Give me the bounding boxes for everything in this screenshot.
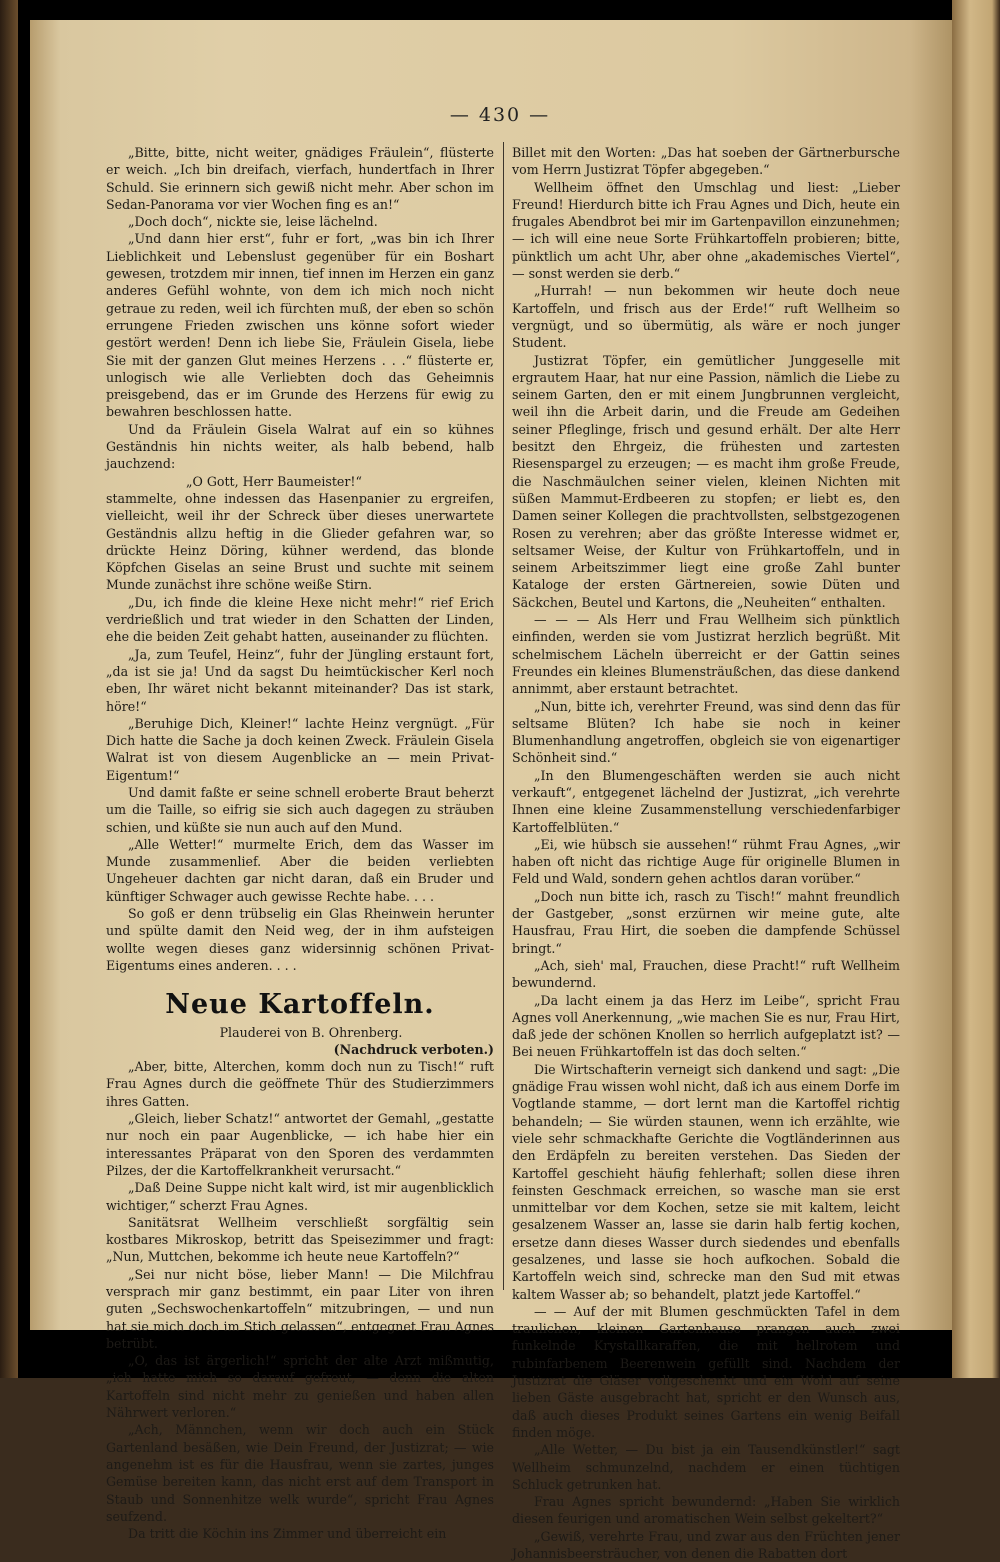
paragraph: „Sei nur nicht böse, lieber Mann! — Die Milchfrau versprach mir ganz bestimmt, ein paar Liter von ihren guten „Sechswochenkartoffeln“ mitzubringen, — und nun hat sie mich doch im Stich gelassen“, entgegnet Frau Agnes betrübt. (106, 1266, 494, 1351)
paragraph: Sanitätsrat Wellheim verschließt sorgfältig sein kostbares Mikroskop, betritt das Speisezimmer und fragt: „Nun, Muttchen, bekomme ich heute neue Kartoffeln?“ (106, 1214, 494, 1265)
paragraph: Justizrat Töpfer, ein gemütlicher Junggeselle mit ergrautem Haar, hat nur eine Passion, nämlich die Liebe zu seinem Garten, den er mit einem Jungbrunnen vergleicht, weil ihn die Arbeit darin, und die Freude am Gedeihen seiner Pfleglinge, frisch und gesund erhält. Der alte Herr besitzt den Ehrgeiz, die frühesten und zartesten Riesenspargel zu erzeugen; — es macht ihm große Freude, die Naschmäulchen seiner vielen, kleinen Nichten mit süßen Mammut-Erdbeeren zu stopfen; er liebt es, den Damen seiner Kollegen die prachtvollsten, selbstgezogenen Rosen zu verehren; aber das größte Interesse widmet er, seltsamer Weise, der Kultur von Frühkartoffeln, und in seinem Arbeitszimmer liegt eine große Zahl bunter Kataloge der ersten Gärtnereien, sowie Düten und Säckchen, Beutel und Kartons, die „Neuheiten“ enthalten. (512, 352, 900, 610)
paragraph: „Daß Deine Suppe nicht kalt wird, ist mir augenblicklich wichtiger,“ scherzt Frau Agnes. (106, 1180, 494, 1213)
page-stack-edge (952, 0, 1000, 1378)
left-column (106, 144, 494, 1542)
paragraph: „In den Blumengeschäften werden sie auch nicht verkauft“, entgegenet lächelnd der Justizrat, „ich verehrte Ihnen eine kleine Zusammenstellung verschiedenfarbiger Kartoffelblüten.“ (512, 767, 900, 835)
paragraph: „Ach, sieh' mal, Frauchen, diese Pracht!“ ruft Wellheim bewundernd. (512, 957, 900, 991)
paragraph: „Alle Wetter!“ murmelte Erich, dem das Wasser im Munde zusammenlief. Aber die beiden verliebten Ungeheuer dachten gar nicht daran, daß ein Bruder und künftiger Schwager auch gewisse Rechte habe. . . . (106, 836, 494, 904)
article-byline: Plauderei von B. Ohrenberg. (219, 1024, 403, 1040)
paragraph: Wellheim öffnet den Umschlag und liest: „Lieber Freund! Hierdurch bitte ich Frau Agnes und Dich, heute ein frugales Abendbrot bei mir im Gartenpavillon einzunehmen; — ich will eine neue Sorte Frühkartoffeln probieren; bitte, pünktlich um acht Uhr, aber ohne „akademisches Viertel“, — sonst werden sie derb.“ (512, 179, 900, 282)
paragraph: „Hurrah! — nun bekommen wir heute doch neue Kartoffeln, und frisch aus der Erde!“ ruft Wellheim so vergnügt, und so übermütig, als wäre er noch junger Student. (512, 283, 900, 351)
column-divider (503, 142, 504, 1290)
paragraph: — — Auf der mit Blumen geschmückten Tafel in dem traulichen, kleinen Gartenhause prangen auch zwei funkelnde Krystallkaraffen, die mit hellrotem und rubinfarbenem Beerenwein gefüllt sind. Nachdem der Justizrat die Gläser vollgeschenkt und ein Wohl auf seine lieben Gäste ausgebracht hat, spricht er den Wunsch aus, daß auch dieses Produkt seines Gartens ein wenig Beifall finden möge. (512, 1303, 900, 1440)
paragraph: „Gleich, lieber Schatz!“ antwortet der Gemahl, „gestatte nur noch ein paar Augenblicke, — ich habe hier ein interessantes Präparat von den Sporen des verdammten Pilzes, der die Kartoffelkrankheit verursacht.“ (106, 1111, 494, 1178)
paragraph: „Bitte, bitte, nicht weiter, gnädiges Fräulein“, flüsterte er weich. „Ich bin dreifach, vierfach, hundertfach in Ihrer Schuld. Sie erinnern sich gewiß nicht mehr. Aber schon im Sedan-Panorama vor vier Wochen fing es an!“ (106, 145, 494, 212)
reprint-note: (Nachdruck verboten.) (333, 1041, 494, 1057)
paragraph: „Ei, wie hübsch sie aussehen!“ rühmt Frau Agnes, „wir haben oft nicht das richtige Auge für originelle Blumen in Feld und Wald, sondern gehen achtlos daran vorüber.“ (512, 836, 900, 887)
paragraph: „Aber, bitte, Alterchen, komm doch nun zu Tisch!“ ruft Frau Agnes durch die geöffnete Thür des Studierzimmers ihres Gatten. (106, 1059, 494, 1109)
paragraph: Frau Agnes spricht bewundernd: „Haben Sie wirklich diesen feurigen und aromatischen Wein selbst gekeltert?“ (512, 1494, 900, 1527)
page-number: — 430 — (449, 104, 551, 126)
paragraph: So goß er denn trübselig ein Glas Rheinwein herunter und spülte damit den Neid weg, der in ihm aufsteigen wollte wegen dieses ganz widersinnig schönen Privat-Eigentums eines anderen. . . . (106, 906, 494, 973)
paragraph: „Alle Wetter, — Du bist ja ein Tausendkünstler!“ sagt Wellheim schmunzelnd, nachdem er einen tüchtigen Schluck getrunken hat. (512, 1442, 900, 1492)
paragraph: Und da Fräulein Gisela Walrat auf ein so kühnes Geständnis hin nichts weiter, als halb bebend, halb jauchzend: (106, 421, 494, 472)
right-column (512, 144, 900, 1562)
paragraph: „Da lacht einem ja das Herz im Leibe“, spricht Frau Agnes voll Anerkennung, „wie machen Sie es nur, Frau Hirt, daß jede der schönen Knollen so herrlich aufgeplatzt ist? — Bei neuen Frühkartoffeln ist das doch selten.“ (512, 992, 900, 1060)
paragraph: „Und dann hier erst“, fuhr er fort, „was bin ich Ihrer Lieblichkeit und Lebenslust gegenüber für ein Boshart gewesen, trotzdem mir innen, tief innen im Herzen ein ganz anderes Gefühl wohnte, von dem ich mich noch nicht getraue zu reden, weil ich fürchten muß, der eben so schön errungene Frieden zwischen uns könne sofort wieder gestört werden! Denn ich liebe Sie, Fräulein Gisela, liebe Sie mit der ganzen Glut meines Herzens . . .“ flüsterte er, unlogisch wie alle Verliebten doch das Geheimnis preisgebend, das er im Grunde des Herzens für ewig zu bewahren beschlossen hatte. (106, 231, 494, 420)
paragraph: „Doch nun bitte ich, rasch zu Tisch!“ mahnt freundlich der Gastgeber, „sonst erzürnen wir meine gute, alte Hausfrau, Frau Hirt, die soeben die dampfende Schüssel bringt.“ (512, 888, 900, 956)
paragraph: „Du, ich finde die kleine Hexe nicht mehr!“ rief Erich verdrießlich und trat wieder in den Schatten der Linden, ehe die beiden Zeit gehabt hatten, auseinander zu flüchten. (106, 594, 494, 645)
paragraph: Die Wirtschafterin verneigt sich dankend und sagt: „Die gnädige Frau wissen wohl nicht, daß ich aus einem Dorfe im Vogtlande stamme, — dort lernt man die Kartoffel richtig behandeln; — Sie würden staunen, wenn ich erzählte, wie viele sehr schmackhafte Gerichte die Vogtländerinnen aus den Erdäpfeln zu bereiten verstehen. Das Sieden der Kartoffel geschieht häufig fehlerhaft; sollen diese ihren feinsten Geschmack erreichen, so wasche man sie erst unmittelbar vor dem Kochen, setze sie mit kaltem, leicht gesalzenem Wasser an, lasse sie darin halb fertig kochen, ersetze dann dieses Wasser durch siedendes und ebenfalls gesalzenes, und lasse sie hoch aufkochen. Sobald die Kartoffeln weich sind, schrecke man den Sud mit etwas kaltem Wasser ab; so behandelt, platzt jede Kartoffel.“ (512, 1061, 900, 1302)
article-title: Neue Kartoffeln. (165, 989, 435, 1021)
paragraph: „Doch doch“, nickte sie, leise lächelnd. (128, 214, 378, 230)
paragraph: Billet mit den Worten: „Das hat soeben der Gärtnerbursche vom Herrn Justizrat Töpfer abgegeben.“ (512, 145, 900, 178)
paragraph: „Ach, Männchen, wenn wir doch auch ein Stück Gartenland besäßen, wie Dein Freund, der Justizrat; — wie angenehm ist es für die Hausfrau, wenn sie zartes, junges Gemüse bereiten kann, das nicht erst auf dem Transport in Staub und Sonnenhitze welk wurde“, spricht Frau Agnes seufzend. (106, 1422, 494, 1524)
paragraph: „Nun, bitte ich, verehrter Freund, was sind denn das für seltsame Blüten? Ich habe sie noch in keiner Blumenhandlung angetroffen, obgleich sie von eigenartiger Schönheit sind.“ (512, 698, 900, 766)
paragraph: Und damit faßte er seine schnell eroberte Braut beherzt um die Taille, so eifrig sie sich auch dagegen zu sträuben schien, und küßte sie nun auch auf den Mund. (106, 784, 494, 835)
paragraph: „Beruhige Dich, Kleiner!“ lachte Heinz vergnügt. „Für Dich hatte die Sache ja doch keinen Zweck. Fräulein Gisela Walrat ist von diesem Augenblicke an — mein Privat-Eigentum!“ (106, 715, 494, 783)
paragraph: „Ja, zum Teufel, Heinz“, fuhr der Jüngling erstaunt fort, „da ist sie ja! Und da sagst Du heimtückischer Kerl noch eben, Ihr wäret nicht bekannt miteinander? Das ist stark, höre!“ (106, 646, 494, 714)
paragraph: „O Gott, Herr Baumeister!“ (186, 473, 362, 489)
paragraph: „Gewiß, verehrte Frau, und zwar aus den Früchten jener Johannisbeersträucher, von denen die Rabatten dort (512, 1528, 900, 1562)
paragraph: stammelte, ohne indessen das Hasenpanier zu ergreifen, vielleicht, weil ihr der Schreck über dieses unerwartete Geständnis allzu heftig in die Glieder gefahren war, so drückte Heinz Döring, kühner werdend, das blonde Köpfchen Giselas an seine Brust und suchte mit seinem Munde zunächst ihre schöne weiße Stirn. (106, 490, 494, 593)
paragraph: Da tritt die Köchin ins Zimmer und überreicht ein (128, 1526, 447, 1542)
book-binding-edge (0, 0, 18, 1378)
paragraph: — — — Als Herr und Frau Wellheim sich pünktlich einfinden, werden sie vom Justizrat herzlich begrüßt. Mit schelmischem Lächeln überreicht er der Gattin seines Freundes ein kleines Blumensträußchen, das diese dankend annimmt, aber erstaunt betrachtet. (512, 612, 900, 697)
paragraph: „O, das ist ärgerlich!“ spricht der alte Arzt mißmutig, „ich hatte mich so darauf gefreut, — denn die alten Kartoffeln sind nicht mehr zu genießen und haben allen Nährwert verloren.“ (106, 1353, 494, 1421)
